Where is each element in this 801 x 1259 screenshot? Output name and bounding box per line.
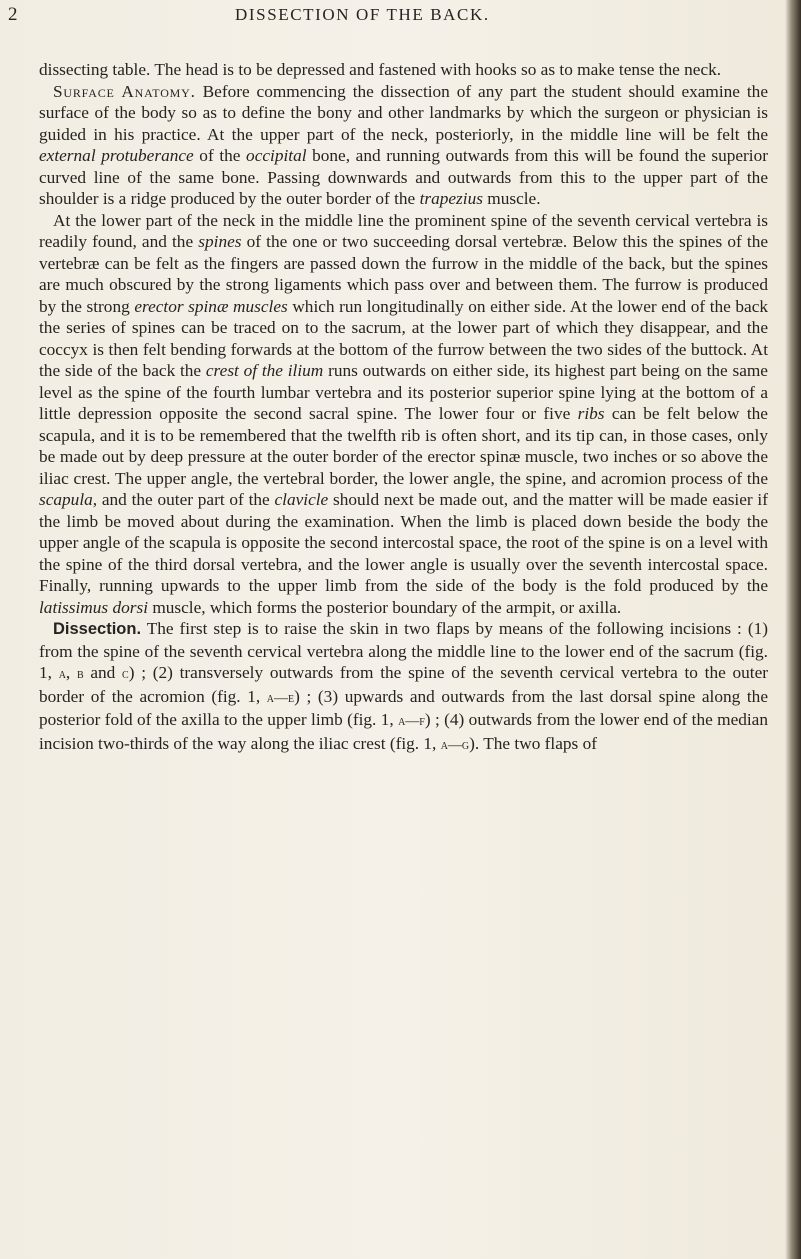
italic-term: occipital <box>246 146 307 165</box>
section-heading-surface-anatomy: Surface Anatomy. <box>53 81 196 101</box>
text-run: Before commencing the dissection of any part the student should examine the surface of the body so as to define the bony and other landmarks by which the surgeon or physician is guided in his practice. At the upper part of the neck, posteriorly, in the middle line will be felt the <box>39 81 768 144</box>
text-run: The first step is to raise the skin in two flaps by means of the following incisions : (1) from the spine of the seventh cervical vertebra along the middle line to the lower end of the sacrum (fig. 1, <box>39 619 768 682</box>
italic-term: latissimus dorsi <box>39 597 148 617</box>
text-run: muscle. <box>482 189 541 208</box>
text-run: dissecting table. The head is to be depressed and fastened with hooks so as to make tense the neck. <box>39 60 722 79</box>
text-run: ) ; (2) transversely outwards from the spine of the seventh cervical vertebra to the outer border of the acromion (fig. 1, <box>39 663 768 706</box>
text-run: muscle, which forms the posterior boundary of the armpit, or axilla. <box>148 597 622 617</box>
italic-term: crest of the ilium <box>205 361 324 380</box>
running-head: DISSECTION OF THE BACK. <box>235 5 490 24</box>
figure-ref: b <box>76 667 84 682</box>
body-text <box>39 59 768 756</box>
section-heading-dissection: Dissection. <box>53 620 142 638</box>
text-run: of the <box>193 146 247 165</box>
text-run: ) ; (4) outwards from the lower end of the median incision two-thirds of the way along the iliac crest (fig. 1, <box>39 710 768 753</box>
figure-ref: a—f <box>398 714 425 729</box>
text-run: should next be made out, and the matter will be made easier if the limb be moved about during the examination. When the limb is placed down beside the body the upper angle of the scapula is opposite the second intercostal space, the root of the spine is on a level with the spine of the third dorsal vertebra, and the lower angle is usually over the seventh intercostal space. Finally, running upwards to the upper limb from the side of the body is the fold produced by the <box>39 490 768 595</box>
italic-term: spines <box>198 232 242 251</box>
page-number: 2 <box>8 4 18 25</box>
text-run: of the one or two succeeding dorsal vertebræ. Below this the spines of the vertebræ can be felt as the fingers are passed down the furrow in the middle of the back, but the spines are much obscured by the strong ligaments which pass over and between them. The furrow is produced by the strong <box>39 232 769 316</box>
figure-ref: a <box>58 667 66 682</box>
text-run: which run longitudinally on either side. At the lower end of the back the series of spines can be traced on to the sacrum, at the lower part of which they disappear, and the coccyx is then felt bending forwards at the bottom of the furrow between the two sides of the buttock. At the side of the back the <box>39 296 769 380</box>
text-run: ). The two flaps of <box>469 733 597 753</box>
figure-ref: a—e <box>266 690 295 706</box>
page-edge-shadow <box>785 0 801 1259</box>
italic-term: erector spinæ muscles <box>134 296 288 316</box>
italic-term: clavicle <box>274 490 329 509</box>
figure-ref: a—g <box>440 737 470 753</box>
text-run: bone, and running outwards from this will be found the superior curved line of the same bone. Passing downwards and outwards from this to the upper part of the shoulder is a ridge produced by the outer border of the <box>39 146 769 208</box>
text-run: , and the outer part of the <box>92 490 275 509</box>
paragraph-dissection <box>39 618 768 756</box>
paragraph-3 <box>39 210 768 619</box>
text-run: and <box>83 663 123 682</box>
italic-term: external protuberance <box>39 146 194 165</box>
text-run: runs outwards on either side, its highest part being on the same level as the spine of the fourth lumbar vertebra and its posterior superior spine lying at the bottom of a little depression opposite the second sacral spine. The lower four or five <box>39 361 768 423</box>
text-run: can be felt below the scapula, and it is to be remembered that the twelfth rib is often short, and its tip can, in those cases, only be made out by deep pressure at the outer border of the erector spinæ muscle, two inches or so above the iliac crest. The upper angle, the vertebral border, the lower angle, the spine, and acromion process of the <box>39 404 768 488</box>
italic-term: ribs <box>577 404 605 423</box>
text-run: , <box>65 663 77 682</box>
text-run: At the lower part of the neck in the middle line the prominent spine of the seventh cervical vertebra is readily found, and the <box>39 210 768 251</box>
paragraph-surface-anatomy <box>39 81 768 210</box>
italic-term: trapezius <box>419 189 483 208</box>
paragraph-1 <box>39 59 768 81</box>
italic-term: scapula <box>39 490 93 509</box>
page-header <box>0 2 801 30</box>
figure-ref: c <box>122 667 129 682</box>
text-run: ) ; (3) upwards and outwards from the last dorsal spine along the posterior fold of the axilla to the upper limb (fig. 1, <box>39 686 768 729</box>
